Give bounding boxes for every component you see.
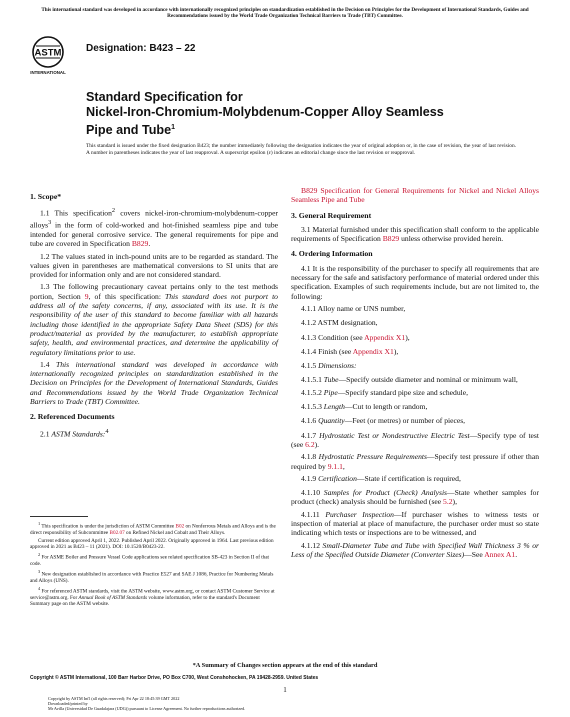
- section-4-heading: 4. Ordering Information: [291, 249, 373, 259]
- item-4-1-11: 4.1.11 Purchaser Inspection—If purchaser wishes to witness tests or inspection of material at place of manufacture, the purchaser order must so state indicating which tests or inspections are to be witnessed, and: [291, 509, 539, 538]
- logo-text: ASTM: [34, 47, 62, 59]
- title-line-2: Nickel-Iron-Chromium-Molybdenum-Copper Alloy Seamless: [86, 105, 444, 119]
- license-note: [48, 696, 245, 711]
- item-4-1-4: 4.1.4 Finish (see Appendix X1),: [301, 346, 399, 356]
- footnote-1: $^1$ This specification is under the jurisdiction of ASTM Committee B02 on Nonferrous Metals and Alloys and is the direct responsibility of Subcommittee B02.07 on Refined Nickel and Cobalt and Their Alloys.: [30, 521, 276, 537]
- footnotes: [30, 521, 278, 609]
- section-3-heading: 3. General Requirement: [291, 210, 372, 220]
- item-4-1-12: 4.1.12 Small-Diameter Tube and Tube with Specified Wall Thickness 3 % or Less of the Specified Outside Diameter (Converter Sizes)—See Annex A1.: [291, 540, 539, 559]
- footnote-divider: [30, 516, 88, 517]
- page-number: 1: [283, 686, 287, 694]
- item-4-1-5-2: 4.1.5.2 Pipe—Specify standard pipe size and schedule,: [301, 387, 469, 397]
- right-column: [291, 186, 539, 562]
- link-appendix-x1-finish[interactable]: Appendix X1: [352, 346, 394, 356]
- item-4-1-1: 4.1.1 Alloy name or UNS number,: [301, 303, 406, 313]
- footnote-1-edition: Current edition approved April 1, 2022. Published April 2022. Originally approved in 1964. Last previous edition approved in 2021 as B423 – 11 (2021). DOI: 10.1520/B0423-22.: [30, 537, 274, 551]
- issued-note: This standard is issued under the fixed designation B423; the number immediately following the designation indicates the year of original adoption or, in the case of revision, the year of last revision. A number in parentheses indicates the year of last reapproval. A superscript epsilon (ε) indicates an editorial change since the last revision or reapproval.: [86, 143, 516, 156]
- item-4-1-5-3: 4.1.5.3 Length—Cut to length or random,: [301, 402, 428, 412]
- footnote-4: $^4$ For referenced ASTM standards, visit the ASTM website, www.astm.org, or contact ASTM Customer Service at service@astm.org. For Annual Book of ASTM Standards volume information, refer to the standard's Document Summary page on the ASTM website.: [30, 585, 275, 608]
- link-9-1-1[interactable]: 9.1.1: [327, 461, 343, 471]
- title-line-1: Standard Specification for: [86, 90, 243, 104]
- summary-notice: *A Summary of Changes section appears at the end of this standard: [192, 662, 378, 669]
- link-5-2[interactable]: 5.2: [443, 497, 453, 507]
- item-4-1-7: 4.1.7 Hydrostatic Test or Nondestructive Electric Test—Specify type of test (see 6.2).: [291, 430, 539, 449]
- link-b829-ref[interactable]: B829: [301, 186, 318, 195]
- footnote-3: $^3$ New designation established in accordance with Practice E527 and SAE J 1086, Practice for Numbering Metals and Alloys (UNS).: [30, 569, 274, 585]
- link-b02[interactable]: B02: [175, 523, 185, 530]
- logo-subtext: INTERNATIONAL: [30, 70, 66, 75]
- left-column: [30, 186, 278, 441]
- license-line-3: Mr Avilla (Universidad De Guadalajara (UDG)) pursuant to License Agreement. No further reproductions authorized.: [48, 706, 246, 711]
- designation: Designation: B423 – 22: [86, 43, 196, 54]
- link-6-2[interactable]: 6.2: [305, 439, 315, 449]
- link-b829[interactable]: B829: [131, 239, 149, 249]
- astm-logo: [30, 36, 66, 76]
- section-2-heading: 2. Referenced Documents: [30, 412, 115, 422]
- item-4-1-5: 4.1.5 Dimensions:: [301, 361, 357, 371]
- copyright-line: Copyright © ASTM International, 100 Barr Harbor Drive, PO Box C700, West Conshohocken, PA 19428-2959. United States: [30, 675, 319, 681]
- link-appendix-x1[interactable]: Appendix X1: [364, 332, 406, 342]
- paragraph-1-1: 1.1 This specification$^2$ covers nickel-iron-chromium-molybdenum-copper alloys$^3$ in the form of cold-worked and hot-finished seamless pipe and tube intended for general corrosive service. The general requirements for pipe and tube are covered in Specification B829.: [30, 207, 278, 249]
- paragraph-2-1: 2.1 ASTM Standards:$^4$: [40, 427, 109, 439]
- item-4-1-8: 4.1.8 Hydrostatic Pressure Requirements—Specify test pressure if other than required by 9.1.1,: [291, 452, 539, 471]
- top-note: This international standard was developed in accordance with internationally recognized principles on standardization established in the Decision on Principles for the Development of International Standards, Guides and Recommendations issued by the World Trade Organization Technical Barriers to Trade (TBT) Committee.: [41, 7, 529, 20]
- item-4-1-9: 4.1.9 Certification—State if certification is required,: [301, 473, 461, 483]
- link-b829-general[interactable]: B829: [382, 234, 400, 244]
- license-line-1: Copyright by ASTM Int'l (all rights reserved); Fri Apr 22 18:45:39 GMT 2022: [48, 696, 180, 701]
- section-1-heading: 1. Scope*: [30, 192, 62, 201]
- link-section-9[interactable]: 9: [84, 291, 89, 301]
- link-annex-a1[interactable]: Annex A1: [484, 549, 516, 559]
- link-b02-07[interactable]: B02.07: [109, 530, 125, 537]
- paragraph-4-1: 4.1 It is the responsibility of the purchaser to specify all requirements that are necessary for the safe and satisfactory performance of material ordered under this specification. Examples of such requirements include, but are not limited to, the following:: [291, 263, 539, 301]
- page-title: [86, 90, 516, 138]
- item-4-1-10: 4.1.10 Samples for Product (Check) Analysis—State whether samples for product (check) analysis should be furnished (see 5.2),: [291, 488, 539, 507]
- paragraph-1-2: 1.2 The values stated in inch-pound units are to be regarded as standard. The values given in parentheses are mathematical conversions to SI units that are provided for information only and are not considered standard.: [30, 251, 278, 280]
- paragraph-1-4: 1.4 This international standard was developed in accordance with internationally recognized principles on standardization established in the Decision on Principles for the Development of International Standards, Guides and Recommendations issued by the World Trade Organization Technical Barriers to Trade (TBT) Committee.: [30, 359, 278, 406]
- item-4-1-6: 4.1.6 Quantity—Feet (or metres) or number of pieces,: [301, 416, 466, 426]
- paragraph-1-3: 1.3 The following precautionary caveat pertains only to the test methods portion, Section 9, of this specification: This standard does not purport to address all of the safety concerns, if any, associated with its use. It is the responsibility of the user of this standard to become familiar with all hazards including those identified in the appropriate Safety Data Sheet (SDS) for this product/material as provided by the manufacturer, to establish appropriate safety, health, and environmental practices, and determine the applicability of regulatory limitations prior to use.: [30, 282, 278, 357]
- item-4-1-2: 4.1.2 ASTM designation,: [301, 318, 378, 328]
- item-4-1-5-1: 4.1.5.1 Tube—Specify outside diameter and nominal or minimum wall,: [301, 375, 518, 385]
- license-line-2: Downloaded/printed by: [48, 701, 88, 706]
- paragraph-3-1: 3.1 Material furnished under this specification shall conform to the applicable requirements of Specification B829 unless otherwise provided herein.: [291, 224, 539, 244]
- title-line-3: Pipe and Tube$^1$: [86, 123, 176, 138]
- item-4-1-3: 4.1.3 Condition (see Appendix X1),: [301, 332, 410, 342]
- footnote-2: $^2$ For ASME Boiler and Pressure Vessel Code applications see related specification SB-423 in Section II of that code.: [30, 552, 269, 568]
- referenced-standard-b829: B829 Specification for General Requirements for Nickel and Nickel Alloys Seamless Pipe and Tube: [291, 186, 539, 205]
